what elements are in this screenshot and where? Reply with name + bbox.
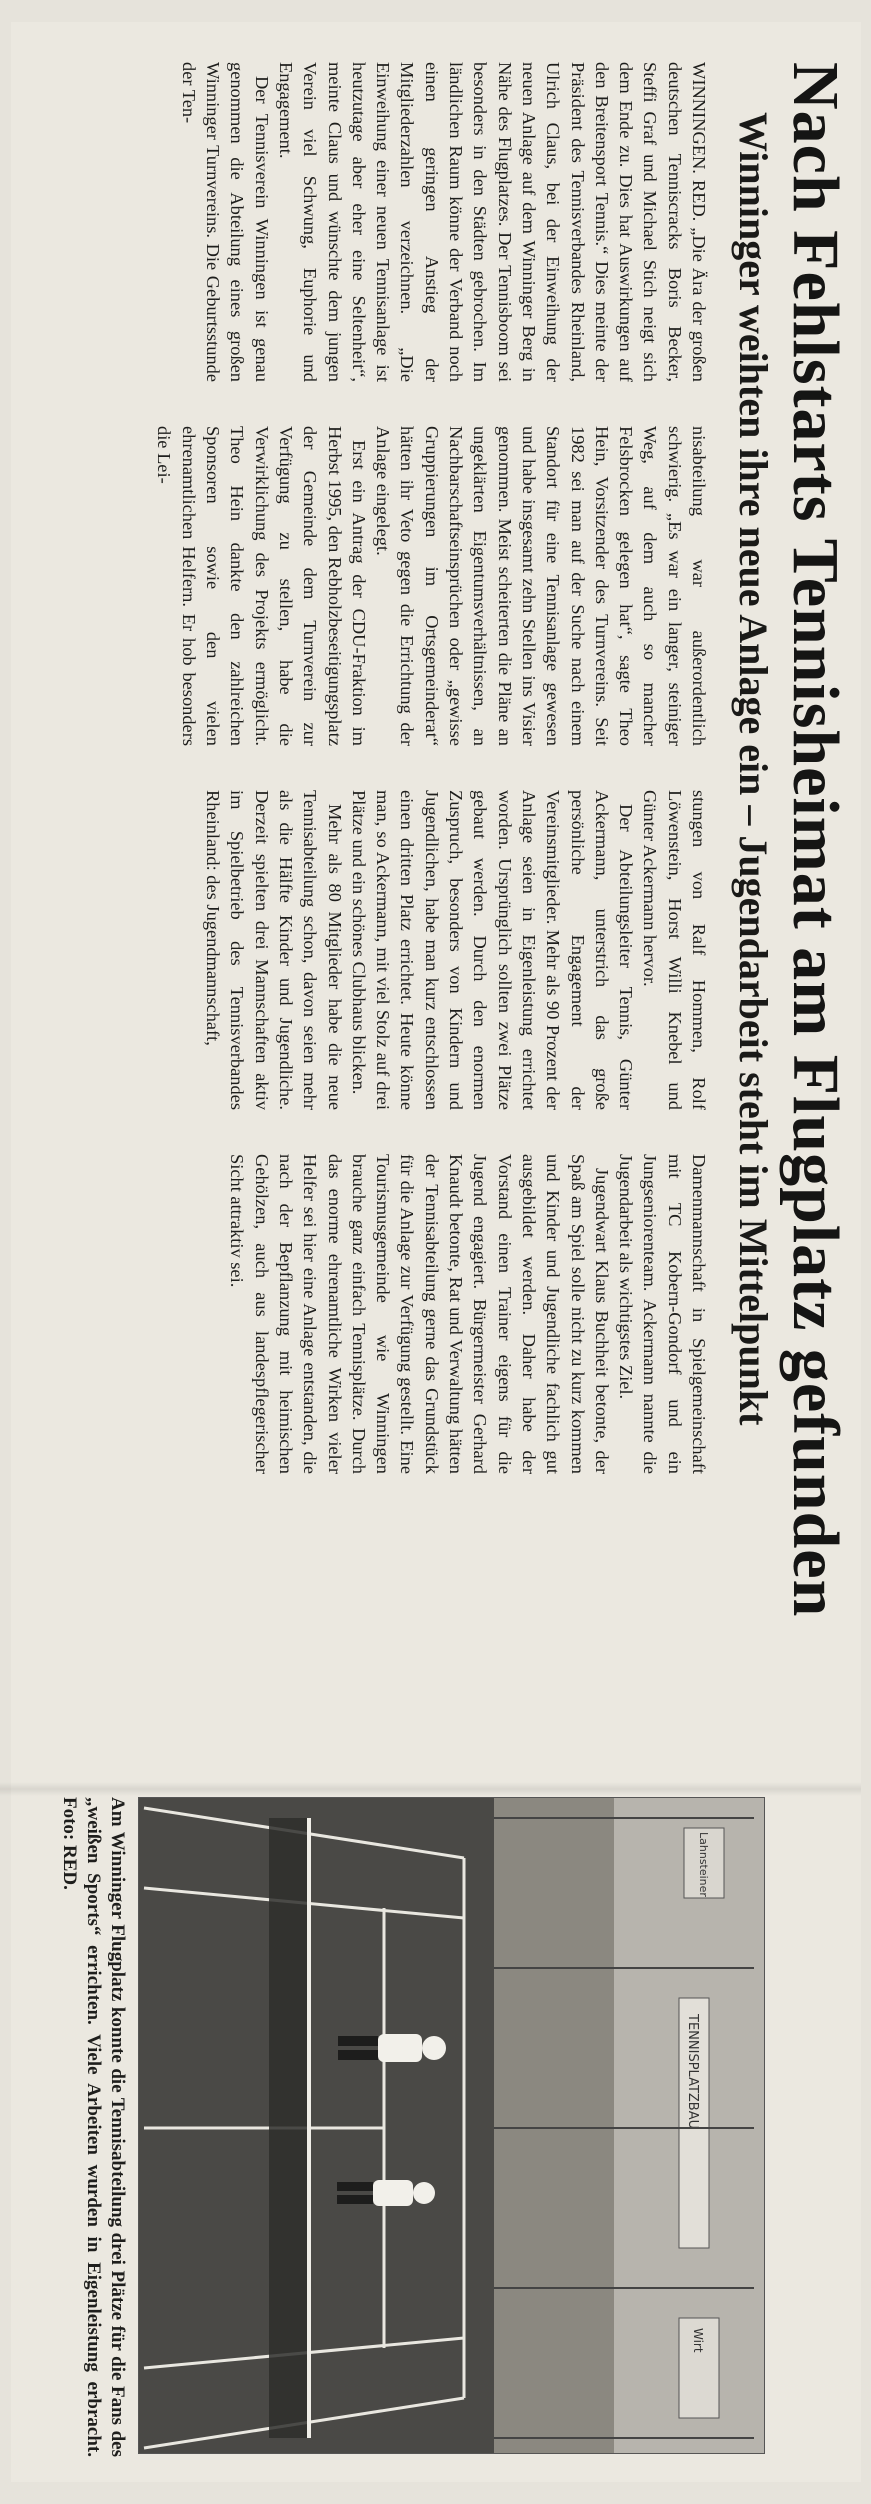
paragraph: nisabteilung war außerordentlich schwierig. „Es war ein langer, steiniger Weg, auf dem auch so mancher Felsbrocken gelegen hat“, sagte Theo Hein, Vorsitzender des Turnvereins. Seit 1982 sei man auf der Suche nach einem Standort für eine Tennisanlage gewesen und habe insgesamt zehn Stellen ins Visier genommen. Meist scheiterten die Pläne an ungeklärten Eigentumsverhältnissen, an Nachbarschaftseinsprüchen oder „gewisse Gruppierungen im Ortsgemeinderat“ hätten ihr Veto gegen die Errichtung der Anlage eingelegt.: [373, 426, 709, 746]
paragraph: Jugendwart Klaus Buchheit betonte, der Spaß am Spiel solle nicht zu kurz kommen und Kinder und Jugendliche fachlich gut ausgebildet werden. Daher habe der Vorstand einen Trainer eigens für die Jugend engagiert. Bürgermeister Gerhard Knaudt betonte, Rat und Verwaltung hätten der Tennisabteilung gerne das Grundstück für die Anlage zur Verfügung gestellt. Eine Tourismusgemeinde wie Winningen brauche ganz einfach Tennisplätze. Durch das enorme ehrenamtliche Wirken vieler Helfer sei hier eine Anlage entstanden, die nach der Bepflanzung mit heimischen Gehölzen, auch aus landespflegerischer Sicht attraktiv sei.: [227, 1154, 612, 1474]
paragraph: Damenmannschaft in Spielgemeinschaft mit TC Kobern-Gondorf und ein Jungseniorenteam. Ackermann nannte die Jugendarbeit als wichtigstes Ziel.: [616, 1154, 709, 1474]
article-column-3: [21, 790, 711, 1110]
paragraph: Mehr als 80 Mitglieder habe die neue Tennisabteilung schon, davon seien mehr als die Hälfte Kinder und Jugendliche. Derzeit spielten drei Mannschaften aktiv im Spielbetrieb des Tennisverbandes Rheinland: des Jugendmannschaft,: [203, 790, 345, 1110]
paragraph: Der Abteilungsleiter Tennis, Günter Ackermann, unterstrich das große persönliche Engagement der Vereinsmitglieder. Mehr als 90 Prozent der Anlage seien in Eigenleistung errichtet worden. Ursprünglich sollten zwei Plätze gebaut werden. Durch den enormen Zuspruch, besonders von Kindern und Jugendlichen, habe man kurz entschlossen einen dritten Platz errichtet. Heute könne man, so Ackermann, mit viel Stolz auf drei Plätze und ein schönes Clubhaus blicken.: [348, 790, 637, 1110]
paper-fold: [0, 1782, 861, 1796]
banner-text: TENNISPLATZBAU: [685, 2014, 700, 2130]
photo-caption: Am Winninger Flugplatz konnte die Tennisabteilung drei Plätze für die Fans des „weißen Sports“ errichten. Viele Arbeiten wurden in Eigenleistung erbracht. Foto: RED.: [59, 1797, 128, 2457]
photo-illustration: [139, 1798, 764, 2453]
article-headline: Nach Fehlstarts Tennisheimat am Flugplatz gefunden: [779, 62, 852, 1618]
paragraph: Der Tennisverein Winningen ist genau genommen die Abteilung eines großen Winninger Turnvereins. Die Geburtsstunde der Ten-: [178, 62, 272, 382]
banner-text: Lahnsteiner: [697, 1832, 710, 1897]
banner-text: Wirt: [691, 2328, 705, 2353]
article-column-4: [21, 1154, 711, 1474]
tennis-court-photo: [138, 1797, 765, 2454]
newspaper-page: [11, 22, 861, 2482]
article-subheadline: Winninger weihten ihre neue Anlage ein – Jugendarbeit steht im Mittelpunkt: [731, 112, 776, 1426]
article-column-2: [21, 426, 711, 746]
paragraph: Erst ein Antrag der CDU-Fraktion im Herbst 1995, den Rebholzbeseitigungsplatz der Gemeinde dem Turnverein zur Verfügung zu stellen, habe die Verwirklichung des Projekts ermöglicht. Theo Hein dankte den zahlreichen Sponsoren sowie den vielen ehrenamtlichen Helfern. Er hob besonders die Lei-: [154, 426, 369, 746]
paragraph: stungen von Ralf Hommen, Rolf Löwenstein, Horst Willi Knebel und Günter Ackermann hervor.: [640, 790, 709, 1110]
article-column-1: [21, 62, 711, 382]
paragraph: WINNINGEN. RED. „Die Ära der großen deutschen Tenniscracks Boris Becker, Steffi Graf und Michael Stich neigt sich dem Ende zu. Dies hat Auswirkungen auf den Breitensport Tennis.“ Dies meinte der Präsident des Tennisverbandes Rheinland, Ulrich Claus, bei der Einweihung der neuen Anlage auf dem Winninger Berg in Nähe des Flugplatzes. Der Tennisboom sei besonders in den Städten gebrochen. Im ländlichen Raum könne der Verband noch einen geringen Anstieg der Mitgliederzahlen verzeichnen. „Die Einweihung einer neuen Tennisanlage ist heutzutage aber eher eine Seltenheit“, meinte Claus und wünschte dem jungen Verein viel Schwung, Euphorie und Engagement.: [275, 62, 709, 382]
